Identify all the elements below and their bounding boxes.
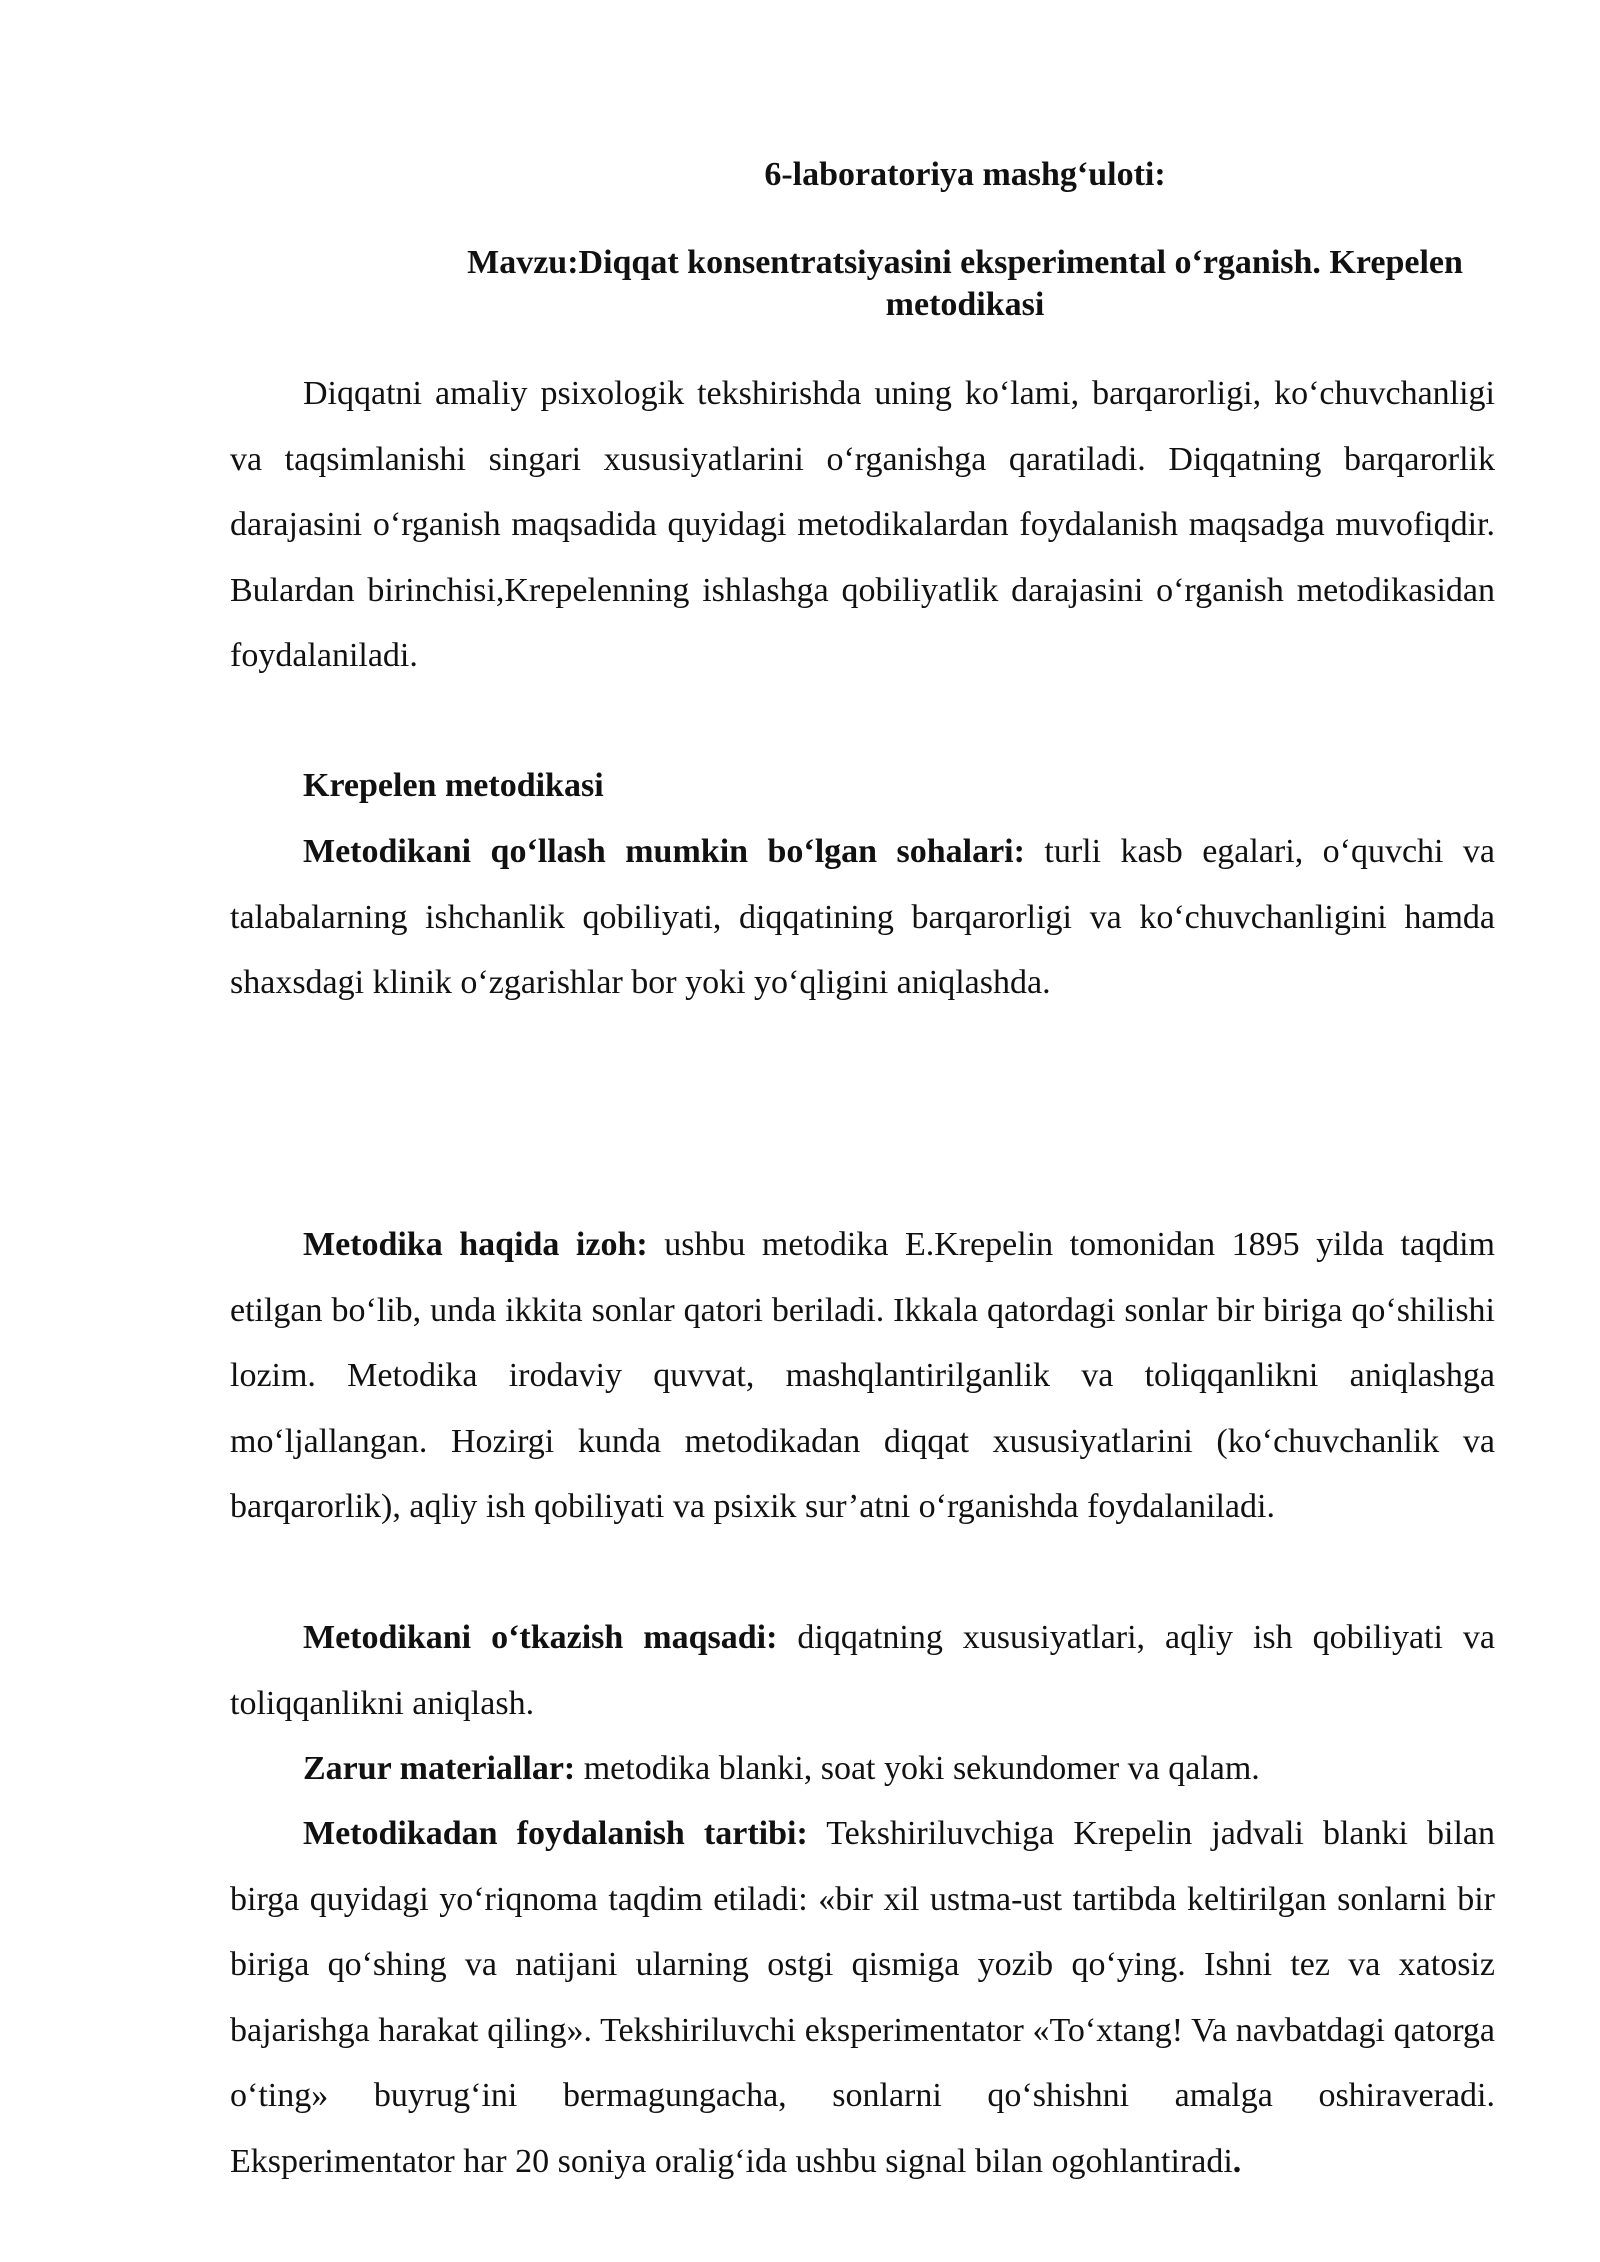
document-title: 6-laboratoriya mashg‘uloti: <box>764 156 1166 193</box>
goal-text: diqqatning xususiyatlari, aqliy ish qobiliyati va toliqqanlikni aniqlash. <box>230 1619 1495 1722</box>
procedure-label: Metodikadan foydalanish tartibi: <box>303 1815 808 1852</box>
goal-paragraph <box>230 1605 1495 1736</box>
goal-label: Metodikani o‘tkazish maqsadi: <box>303 1619 778 1656</box>
areas-text: turli kasb egalari, o‘quvchi va talabalarning ishchanlik qobiliyati, diqqatining barqarorligi va ko‘chuvchanligini hamda shaxsdagi klinik o‘zgarishlar bor yoki yo‘qligini aniqlashda. <box>230 833 1496 1001</box>
procedure-end: . <box>1232 2142 1242 2180</box>
materials-text: metodika blanki, soat yoki sekundomer va qalam. <box>575 1750 1260 1787</box>
note-text: ushbu metodika E.Krepelin tomonidan 1895 yilda taqdim etilgan bo‘lib, unda ikkita sonlar qatori beriladi. Ikkala qatordagi sonlar bir biriga qo‘shilishi lozim. Metodika irodaviy quvvat, mashqlantirilganlik va toliqqanlikni aniqlashga mo‘ljallangan. Hozirgi kunda metodikadan diqqat xususiyatlarini (ko‘chuvchanlik va barqarorlik), aqliy ish qobiliyati va psixik sur’atni o‘rganishda foydalaniladi. <box>230 1226 1495 1525</box>
document-subtitle: Mavzu:Diqqat konsentratsiyasini eksperimental o‘rganish. Krepelen metodikasi <box>467 244 1463 323</box>
section-heading: Krepelen metodikasi <box>303 767 604 804</box>
materials-paragraph <box>230 1736 1495 1802</box>
note-paragraph <box>230 1212 1495 1540</box>
note-label: Metodika haqida izoh: <box>303 1226 648 1263</box>
areas-paragraph <box>230 819 1495 1016</box>
procedure-text: Tekshiriluvchiga Krepelin jadvali blanki bilan birga quyidagi yo‘riqnoma taqdim etiladi: «bir xil ustma-ust tartibda keltirilgan sonlarni bir biriga qo‘shing va natijani ularning ostgi qismiga yozib qo‘ying. Ishni tez va xatosiz bajarishga harakat qiling». Tekshiriluvchi eksperimentator «To‘xtang! Va navbatdagi qatorga o‘ting» buyrug‘ini bermagungacha, sonlarni qo‘shishni amalga oshiraveradi. Eksperimentator har 20 soniya oralig‘ida ushbu signal bilan ogohlantiradi <box>230 1815 1495 2180</box>
areas-label: Metodikani qo‘llash mumkin bo‘lgan sohalari: <box>303 833 1025 870</box>
procedure-paragraph <box>230 1801 1495 2194</box>
materials-label: Zarur materiallar: <box>303 1750 576 1787</box>
intro-paragraph: Diqqatni amaliy psixologik tekshirishda uning ko‘lami, barqarorligi, ko‘chuvchanligi va taqsimlanishi singari xususiyatlarini o‘rganishga qaratiladi. Diqqatning barqarorlik darajasini o‘rganish maqsadida quyidagi metodikalardan foydalanish maqsadga muvofiqdir. Bulardan birinchisi,Krepelenning ishlashga qobiliyatlik darajasini o‘rganish metodikasidan foydalaniladi. <box>230 375 1495 674</box>
